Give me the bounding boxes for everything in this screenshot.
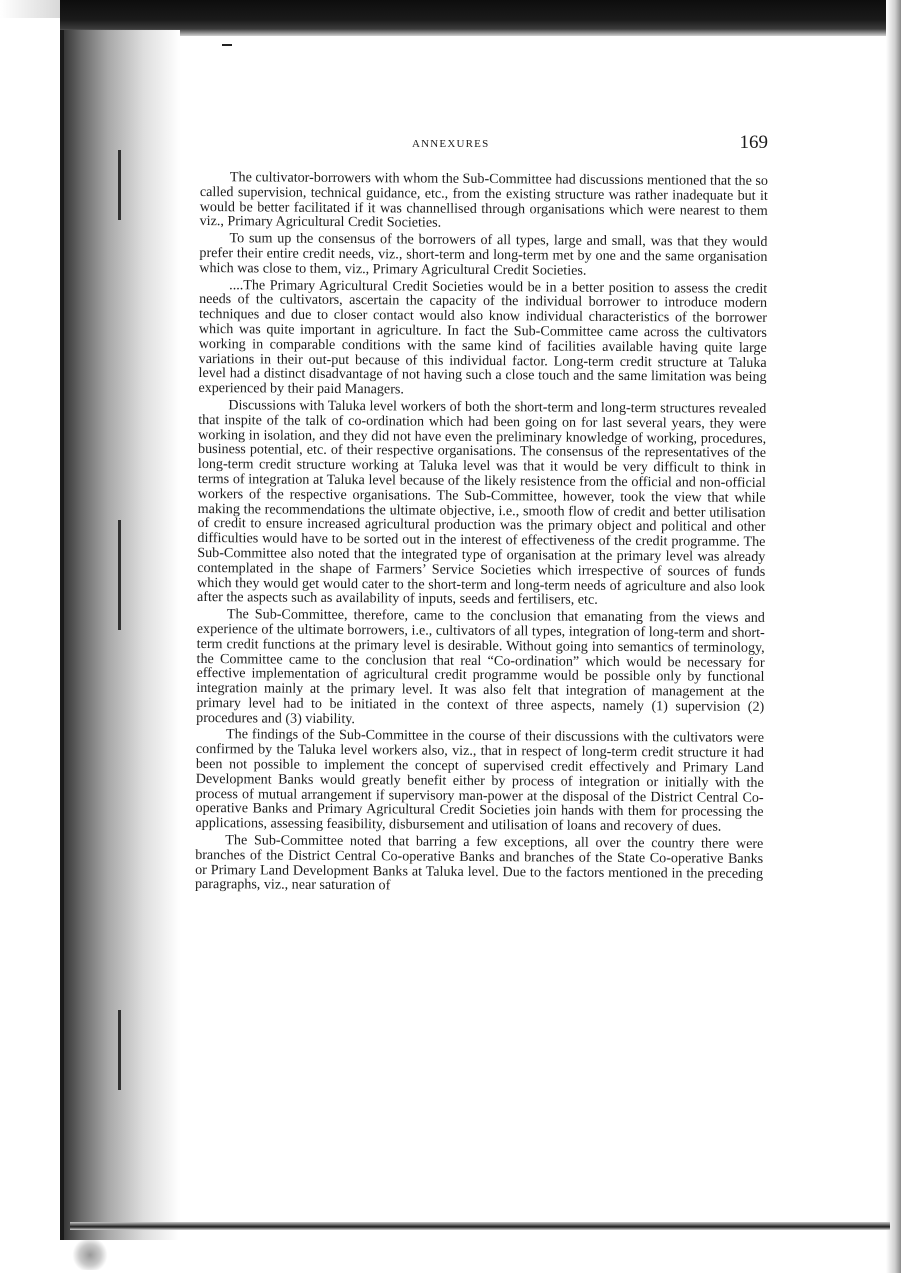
running-head: ANNEXURES (412, 138, 490, 150)
scan-speck (72, 1240, 108, 1270)
paragraph: Discussions with Taluka level workers of both the short-term and long-term structures revealed that inspite of the talk of co-ordination which had been going on for last several years, they were working in isolation, and they did not have even the preliminary knowledge of working, procedures, business potential, etc. of their respective organisations. The consensus of the representatives of the long-term credit structure working at Taluka level was that it would be very difficult to think in terms of integration at Taluka level because of the likely resistence from the official and non-official workers of the respective organisations. The Sub-Committee, however, took the view that while making the recommendations the ultimate objective, i.e., smooth flow of credit and better utilisation of credit to ensure increased agricultural production was the primary object and political and other difficulties would have to be sorted out in the interest of effectiveness of the credit programme. The Sub-Committee also noted that the integrated type of organisation at the primary level was already contemplated in the shape of Farmers’ Service Societies which irrespective of sources of funds which they would get would cater to the short-term and long-term needs of agriculture and also look after the aspects such as availability of inputs, seeds and fertilisers, etc. (196, 397, 767, 609)
gutter-mark (118, 1010, 121, 1090)
paragraph: The Sub-Committee noted that barring a few exceptions, all over the country there were branches of the District Central Co-operative Banks and branches of the State Co-operative Banks or Primary Land Development Banks at Taluka level. Due to the factors mentioned in the preceding paragraphs, viz., near saturation of (194, 832, 764, 894)
gutter-mark (118, 150, 121, 220)
scan-border-right (886, 0, 901, 1273)
page-bottom-edge (70, 1222, 890, 1230)
paragraph: The cultivator-borrowers with whom the Sub-Committee had discussions mentioned that the so called supervision, technical guidance, etc., from the existing structure was rather inadequate but it would be better facilitated if it was channellised through organisations which were nearest to them viz., Primary Agricultural Credit Societies. (199, 169, 768, 232)
paragraph: To sum up the consensus of the borrowers of all types, large and small, was that they would prefer their entire credit needs, viz., short-term and long-term met by one and the same organisation which was close to them, viz., Primary Agricultural Credit Societies. (199, 230, 768, 279)
page-header (190, 132, 770, 158)
paragraph: ....The Primary Agricultural Credit Societies would be in a better position to assess the credit needs of the cultivators, ascertain the capacity of the individual borrower to introduce modern techniques and due to closer contact would also know individual characteristics of the borrower which was quite important in agriculture. In fact the Sub-Committee came across the cultivators working in comparable conditions with the same kind of facilities available having quite large variations in their out-put because of this individual factor. Long-term credit structure at Taluka level had a distinct disadvantage of not having such a close touch and the same limitation was being experienced by their paid Managers. (198, 276, 768, 398)
page-number: 169 (739, 132, 768, 153)
scan-border-left (60, 30, 64, 1240)
paragraph: The Sub-Committee, therefore, came to the conclusion that emanating from the views and experience of the ultimate borrowers, i.e., cultivators of all types, integration of long-term and short-term credit functions at the primary level is desirable. Without going into semantics of terminology, the Committee came to the conclusion that real “Co-ordination” which would be necessary for effective implementation of agricultural credit programme would be possible only by functional integration mainly at the primary level. It was also felt that integration of management at the primary level had to be initiated in the context of three aspects, namely (1) supervision (2) procedures and (3) viability. (196, 606, 765, 727)
scan-margin-top-left (0, 0, 60, 18)
paragraph: The findings of the Sub-Committee in the course of their discussions with the cultivators were confirmed by the Taluka level workers also, viz., that in respect of long-term credit structure it had been not possible to implement the concept of supervised credit effectively and Primary Land Development Banks would greatly benefit either by process of integration or initially with the process of mutual arrangement if supervisory man-power at the disposal of the District Central Co-operative Banks and Primary Agricultural Credit Societies join hands with them for processing the applications, assessing feasibility, disbursement and utilisation of loans and recovery of dues. (195, 726, 765, 835)
scan-mark (222, 44, 232, 46)
page-body (195, 170, 768, 898)
scan-border-top (60, 0, 901, 36)
gutter-mark (118, 520, 121, 630)
